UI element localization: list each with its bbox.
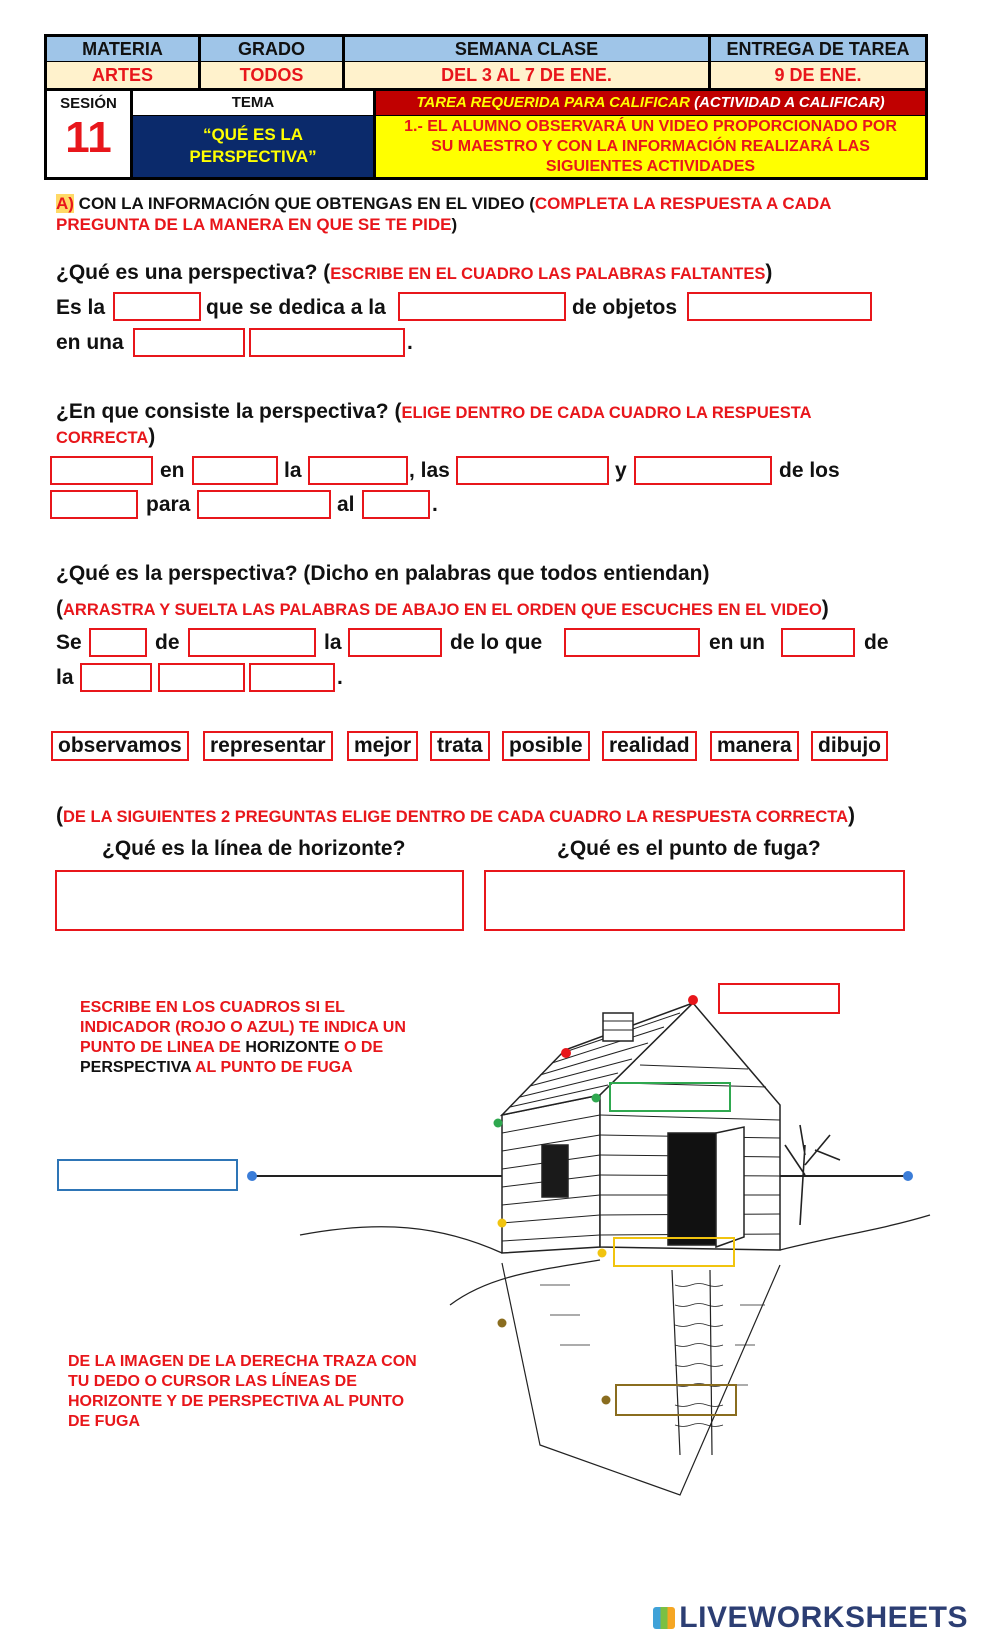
house-door-panel <box>716 1127 744 1247</box>
q3-text-deloque: de lo que <box>450 631 543 654</box>
q1-blank-3[interactable] <box>687 292 872 321</box>
grado-value: TODOS <box>201 62 342 88</box>
q3-drop-2[interactable] <box>188 628 316 657</box>
house-side-window <box>542 1145 568 1197</box>
sesion-label: SESIÓN <box>60 95 117 112</box>
q4-select-fuga[interactable] <box>484 870 905 931</box>
semana-label: SEMANA CLASE <box>345 37 708 61</box>
q3-text-la2: la <box>56 666 74 689</box>
intro-instruction <box>56 193 936 235</box>
logo-icon <box>653 1607 675 1629</box>
indicator-red-roof <box>561 1048 571 1058</box>
word-realidad[interactable]: realidad <box>602 731 697 761</box>
q2-text-en: en <box>160 459 185 482</box>
q1-blank-1[interactable] <box>113 292 201 321</box>
tema-value <box>133 116 373 177</box>
q4-question-fuga: ¿Qué es el punto de fuga? <box>557 837 821 860</box>
q1-close: ) <box>765 261 773 284</box>
q3-instruction-line <box>56 597 829 621</box>
tema-label: TEMA <box>133 91 373 115</box>
q4-close: ) <box>848 804 856 827</box>
q1-blank-5[interactable] <box>249 328 405 357</box>
q1-text-quesededica: que se dedica a la <box>206 296 386 319</box>
house-chimney <box>603 1013 633 1041</box>
sesion-cell <box>47 91 130 177</box>
q2-select-1[interactable] <box>50 456 153 485</box>
q2-text-las: , las <box>409 459 450 482</box>
q2-instruction-1: ELIGE DENTRO DE CADA CUADRO LA RESPUESTA <box>401 404 812 422</box>
q4-instruction-line <box>56 804 855 828</box>
q1-blank-4[interactable] <box>133 328 245 357</box>
word-mejor[interactable]: mejor <box>347 731 418 761</box>
q2-text-delos: de los <box>779 459 840 482</box>
drawing-instr2-c: HORIZONTE Y DE PERSPECTIVA AL PUNTO <box>68 1393 405 1410</box>
q2-select-2[interactable] <box>192 456 278 485</box>
q3-text-de: de <box>155 631 180 654</box>
grado-label: GRADO <box>201 37 342 61</box>
indicator-green-1 <box>494 1119 503 1128</box>
q3-drop-6[interactable] <box>80 663 152 692</box>
liveworksheets-logo <box>653 1601 968 1635</box>
tarea-required-label: TAREA REQUERIDA PARA CALIFICAR <box>416 94 690 111</box>
q3-text-dot: . <box>337 666 343 689</box>
word-representar[interactable]: representar <box>203 731 333 761</box>
q2-text-para: para <box>146 493 191 516</box>
q3-drop-1[interactable] <box>89 628 147 657</box>
q3-drop-5[interactable] <box>781 628 855 657</box>
indicator-brown-2 <box>602 1396 611 1405</box>
q4-instruction: DE LA SIGUIENTES 2 PREGUNTAS ELIGE DENTRO DE CADA CUADRO LA RESPUESTA CORRECTA <box>63 808 849 826</box>
q3-drop-4[interactable] <box>564 628 700 657</box>
indicator-answer-red[interactable] <box>718 983 840 1014</box>
drawing-instr1-c-red: PUNTO DE LINEA DE <box>80 1039 246 1056</box>
q4-question-horizonte: ¿Qué es la línea de horizonte? <box>102 837 406 860</box>
water-reflection <box>502 1263 780 1495</box>
indicator-answer-blue[interactable] <box>57 1159 238 1191</box>
word-observamos[interactable]: observamos <box>51 731 189 761</box>
q1-instruction: ESCRIBE EN EL CUADRO LAS PALABRAS FALTANTES <box>330 265 766 283</box>
logo-text: LIVEWORKSHEETS <box>679 1601 968 1634</box>
drawing-instr1-c-red2: O DE <box>339 1039 384 1056</box>
q3-question: ¿Qué es la perspectiva? (Dicho en palabras que todos entiendan) <box>56 562 710 585</box>
tarea-required-paren: (ACTIVIDAD A CALIFICAR) <box>694 94 885 111</box>
drawing-instr2-d: DE FUGA <box>68 1413 140 1430</box>
intro-marker: A) <box>56 194 74 213</box>
helper-box-brown <box>616 1385 736 1415</box>
drawing-instr1-b: INDICADOR (ROJO O AZUL) TE INDICA UN <box>80 1019 406 1036</box>
sesion-number: 11 <box>65 113 112 162</box>
intro-text: CON LA INFORMACIÓN QUE OBTENGAS EN EL VIDEO ( <box>73 194 535 213</box>
indicator-blue-left <box>247 1171 257 1181</box>
tema-line2: PERSPECTIVA” <box>189 147 317 166</box>
q3-text-se: Se <box>56 631 82 654</box>
q4-open: ( <box>56 804 63 827</box>
q3-text-la: la <box>324 631 342 654</box>
q3-text-de2: de <box>864 631 889 654</box>
indicator-blue-right <box>903 1171 913 1181</box>
q2-select-6[interactable] <box>50 490 138 519</box>
q2-text-y: y <box>615 459 627 482</box>
drawing-instr2-b: TU DEDO O CURSOR LAS LÍNEAS DE <box>68 1373 357 1390</box>
q1-text-dot: . <box>407 331 413 354</box>
intro-close: ) <box>451 215 458 234</box>
q2-question-text: ¿En que consiste la perspectiva? ( <box>56 400 402 423</box>
drawing-instr1-d-black: PERSPECTIVA <box>80 1059 192 1076</box>
drawing-instr1-a: ESCRIBE EN LOS CUADROS SI EL <box>80 999 345 1016</box>
drawing-instr2-a: DE LA IMAGEN DE LA DERECHA TRAZA CON <box>68 1353 417 1370</box>
indicator-green-2 <box>592 1094 601 1103</box>
house-drawing[interactable] <box>240 985 940 1505</box>
q3-open: ( <box>56 597 63 620</box>
q1-question-text: ¿Qué es una perspectiva? ( <box>56 261 331 284</box>
q2-text-al: al <box>337 493 355 516</box>
q3-drop-8[interactable] <box>249 663 335 692</box>
q1-text-esla: Es la <box>56 296 106 319</box>
q2-select-4[interactable] <box>456 456 609 485</box>
drawing-instr1-c-black: HORIZONTE <box>245 1039 340 1056</box>
q1-question <box>56 261 772 285</box>
q2-question-line2 <box>56 425 155 449</box>
q2-select-7[interactable] <box>197 490 331 519</box>
indicator-yellow-2 <box>598 1249 607 1258</box>
q3-close: ) <box>821 597 829 620</box>
word-manera[interactable]: manera <box>710 731 799 761</box>
indicator-red-top <box>688 995 698 1005</box>
q2-select-3[interactable] <box>308 456 408 485</box>
q1-blank-2[interactable] <box>398 292 566 321</box>
semana-value: DEL 3 AL 7 DE ENE. <box>345 62 708 88</box>
house-door <box>668 1133 716 1245</box>
q2-question <box>56 400 812 424</box>
q3-drop-3[interactable] <box>348 628 442 657</box>
intro-red-2: PREGUNTA DE LA MANERA EN QUE SE TE PIDE <box>56 215 452 234</box>
intro-red-1: COMPLETA LA RESPUESTA A CADA <box>534 194 832 213</box>
word-posible[interactable]: posible <box>502 731 590 761</box>
entrega-value: 9 DE ENE. <box>711 62 925 88</box>
q2-instruction-2: CORRECTA <box>56 429 149 447</box>
q3-drop-7[interactable] <box>158 663 245 692</box>
indicator-yellow-1 <box>498 1219 507 1228</box>
q3-text-enun: en un <box>709 631 765 654</box>
tema-line1: “QUÉ ES LA <box>202 125 304 144</box>
tarea-required <box>376 91 925 115</box>
q2-select-5[interactable] <box>634 456 772 485</box>
q2-text-la: la <box>284 459 302 482</box>
tarea-line2: SU MAESTRO Y CON LA INFORMACIÓN REALIZARÁ LAS <box>431 138 870 155</box>
q4-select-horizonte[interactable] <box>55 870 464 931</box>
indicator-brown-1 <box>498 1319 507 1328</box>
q3-instruction: ARRASTRA Y SUELTA LAS PALABRAS DE ABAJO EN EL ORDEN QUE ESCUCHES EN EL VIDEO <box>63 601 822 619</box>
materia-label: MATERIA <box>47 37 198 61</box>
tarea-description <box>376 116 925 177</box>
q2-select-8[interactable] <box>362 490 430 519</box>
q1-text-deobjetos: de objetos <box>572 296 678 319</box>
tarea-line1: 1.- EL ALUMNO OBSERVARÁ UN VIDEO PROPORCIONADO POR <box>404 118 897 135</box>
word-trata[interactable]: trata <box>430 731 490 761</box>
entrega-label: ENTREGA DE TAREA <box>711 37 925 61</box>
drawing-instr1-d-red: AL PUNTO DE FUGA <box>191 1059 353 1076</box>
q2-close: ) <box>148 425 156 448</box>
materia-value: ARTES <box>47 62 198 88</box>
q1-text-enuna: en una <box>56 331 124 354</box>
q2-text-dot: . <box>432 493 438 516</box>
word-dibujo[interactable]: dibujo <box>811 731 888 761</box>
tarea-line3: SIGUIENTES ACTIVIDADES <box>545 158 756 175</box>
